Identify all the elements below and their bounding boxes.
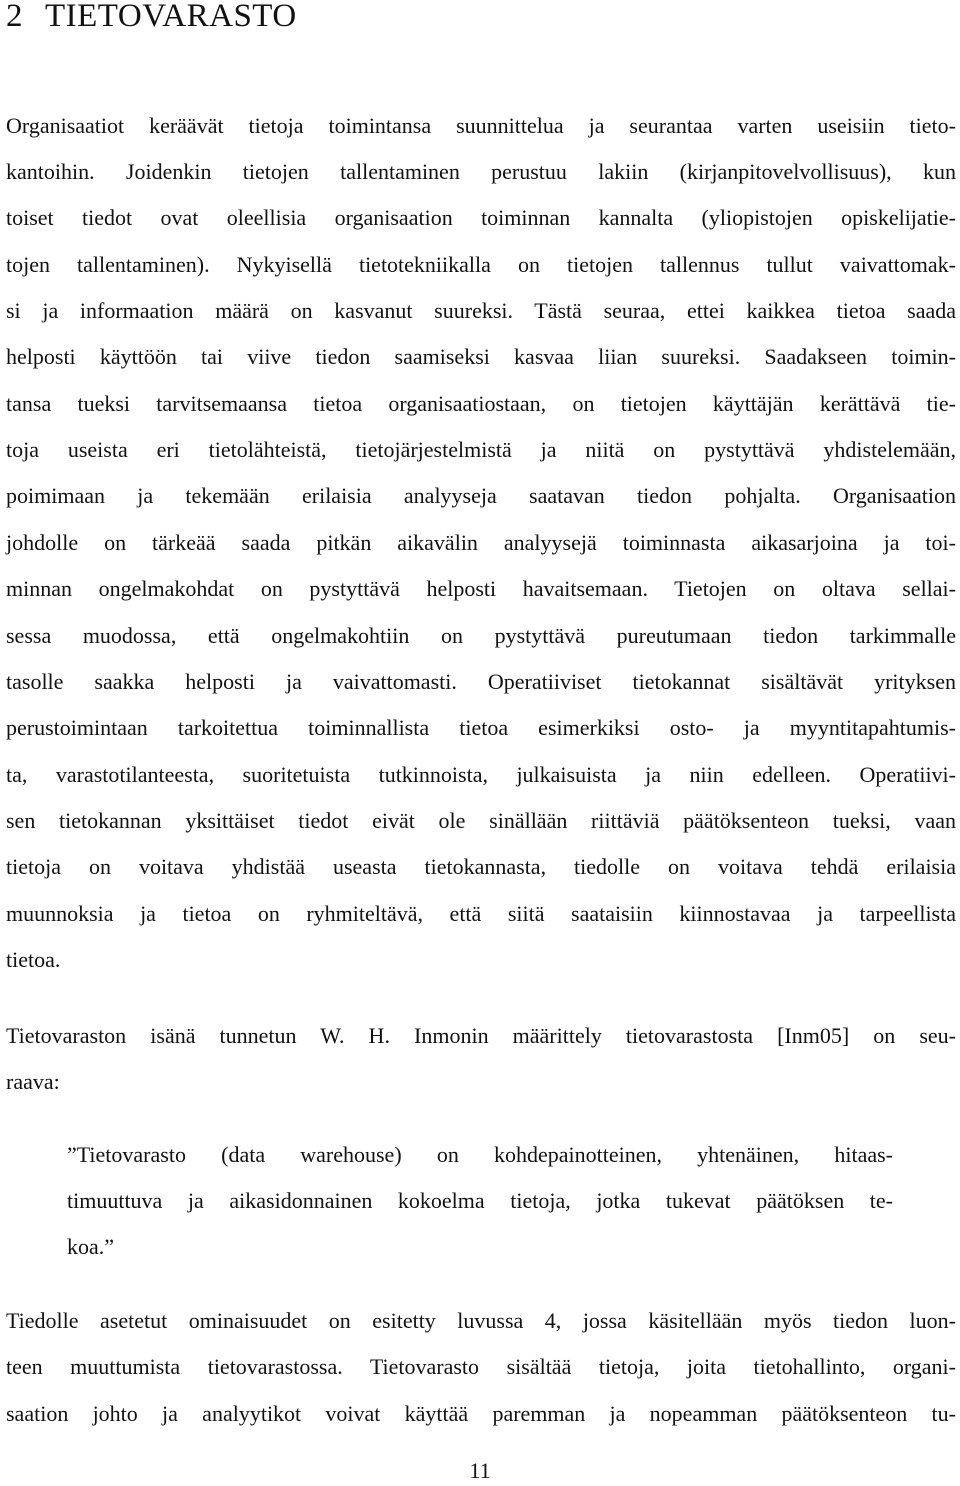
text-line: muunnoksia ja tietoa on ryhmiteltävä, että siitä saataisiin kiinnostavaa ja tarpeellista	[6, 901, 956, 926]
section-number: 2	[6, 0, 23, 34]
text-line: sessa muodossa, että ongelmakohtiin on pystyttävä pureutumaan tiedon tarkimmalle	[6, 623, 956, 648]
quote-line: timuuttuva ja aikasidonnainen kokoelma tietoja, jotka tukevat päätöksen te-	[67, 1188, 893, 1213]
text-line: tietoja on voitava yhdistää useasta tietokannasta, tiedolle on voitava tehdä erilaisia	[6, 854, 956, 879]
page-number: 11	[469, 1458, 491, 1483]
text-line: kantoihin. Joidenkin tietojen tallentaminen perustuu lakiin (kirjanpitovelvollisuus), kun	[6, 159, 956, 184]
text-line: si ja informaation määrä on kasvanut suureksi. Tästä seuraa, ettei kaikkea tietoa saada	[6, 298, 956, 323]
text-line: raava:	[6, 1069, 60, 1094]
text-line: Organisaatiot keräävät tietoja toimintansa suunnittelua ja seurantaa varten useisiin tieto-	[6, 113, 956, 138]
text-line: tansa tueksi tarvitsemaansa tietoa organisaatiostaan, on tietojen käyttäjän kerättävä tie-	[6, 391, 956, 416]
text-line: perustoimintaan tarkoitettua toiminnallista tietoa esimerkiksi osto- ja myyntitapahtumis-	[6, 715, 956, 740]
section-title: TIETOVARASTO	[45, 0, 297, 34]
section-heading	[6, 0, 297, 36]
text-line: sen tietokannan yksittäiset tiedot eivät ole sinällään riittäviä päätöksenteon tueksi, vaan	[6, 808, 956, 833]
text-line: tietoa.	[6, 947, 61, 972]
text-line: tasolle saakka helposti ja vaivattomasti. Operatiiviset tietokannat sisältävät yrityksen	[6, 669, 956, 694]
text-line: poimimaan ja tekemään erilaisia analyyseja saatavan tiedon pohjalta. Organisaation	[6, 483, 956, 508]
text-line: minnan ongelmakohdat on pystyttävä helposti havaitsemaan. Tietojen on oltava sellai-	[6, 576, 956, 601]
text-line: saation johto ja analyytikot voivat käyttää paremman ja nopeamman päätöksenteon tu-	[6, 1401, 956, 1426]
text-line: johdolle on tärkeää saada pitkän aikavälin analyysejä toiminnasta aikasarjoina ja toi-	[6, 530, 956, 555]
text-line: helposti käyttöön tai viive tiedon saamiseksi kasvaa liian suureksi. Saadakseen toimin-	[6, 344, 956, 369]
text-line: Tiedolle asetetut ominaisuudet on esitetty luvussa 4, jossa käsitellään myös tiedon luon-	[6, 1308, 956, 1333]
quote-line: ”Tietovarasto (data warehouse) on kohdepainotteinen, yhtenäinen, hitaas-	[67, 1142, 893, 1167]
text-line: toiset tiedot ovat oleellisia organisaation toiminnan kannalta (yliopistojen opiskelijatie-	[6, 205, 956, 230]
text-line: teen muuttumista tietovarastossa. Tietovarasto sisältää tietoja, joita tietohallinto, organi-	[6, 1354, 956, 1379]
text-line: toja useista eri tietolähteistä, tietojärjestelmistä ja niitä on pystyttävä yhdistelemään,	[6, 437, 956, 462]
text-line: ta, varastotilanteesta, suoritetuista tutkinnoista, julkaisuista ja niin edelleen. Operatiivi-	[6, 762, 956, 787]
text-line: tojen tallentaminen). Nykyisellä tietotekniikalla on tietojen tallennus tullut vaivattomak-	[6, 252, 956, 277]
text-line: Tietovaraston isänä tunnetun W. H. Inmonin määrittely tietovarastosta [Inm05] on seu-	[6, 1023, 956, 1048]
quote-line: koa.”	[67, 1234, 115, 1259]
